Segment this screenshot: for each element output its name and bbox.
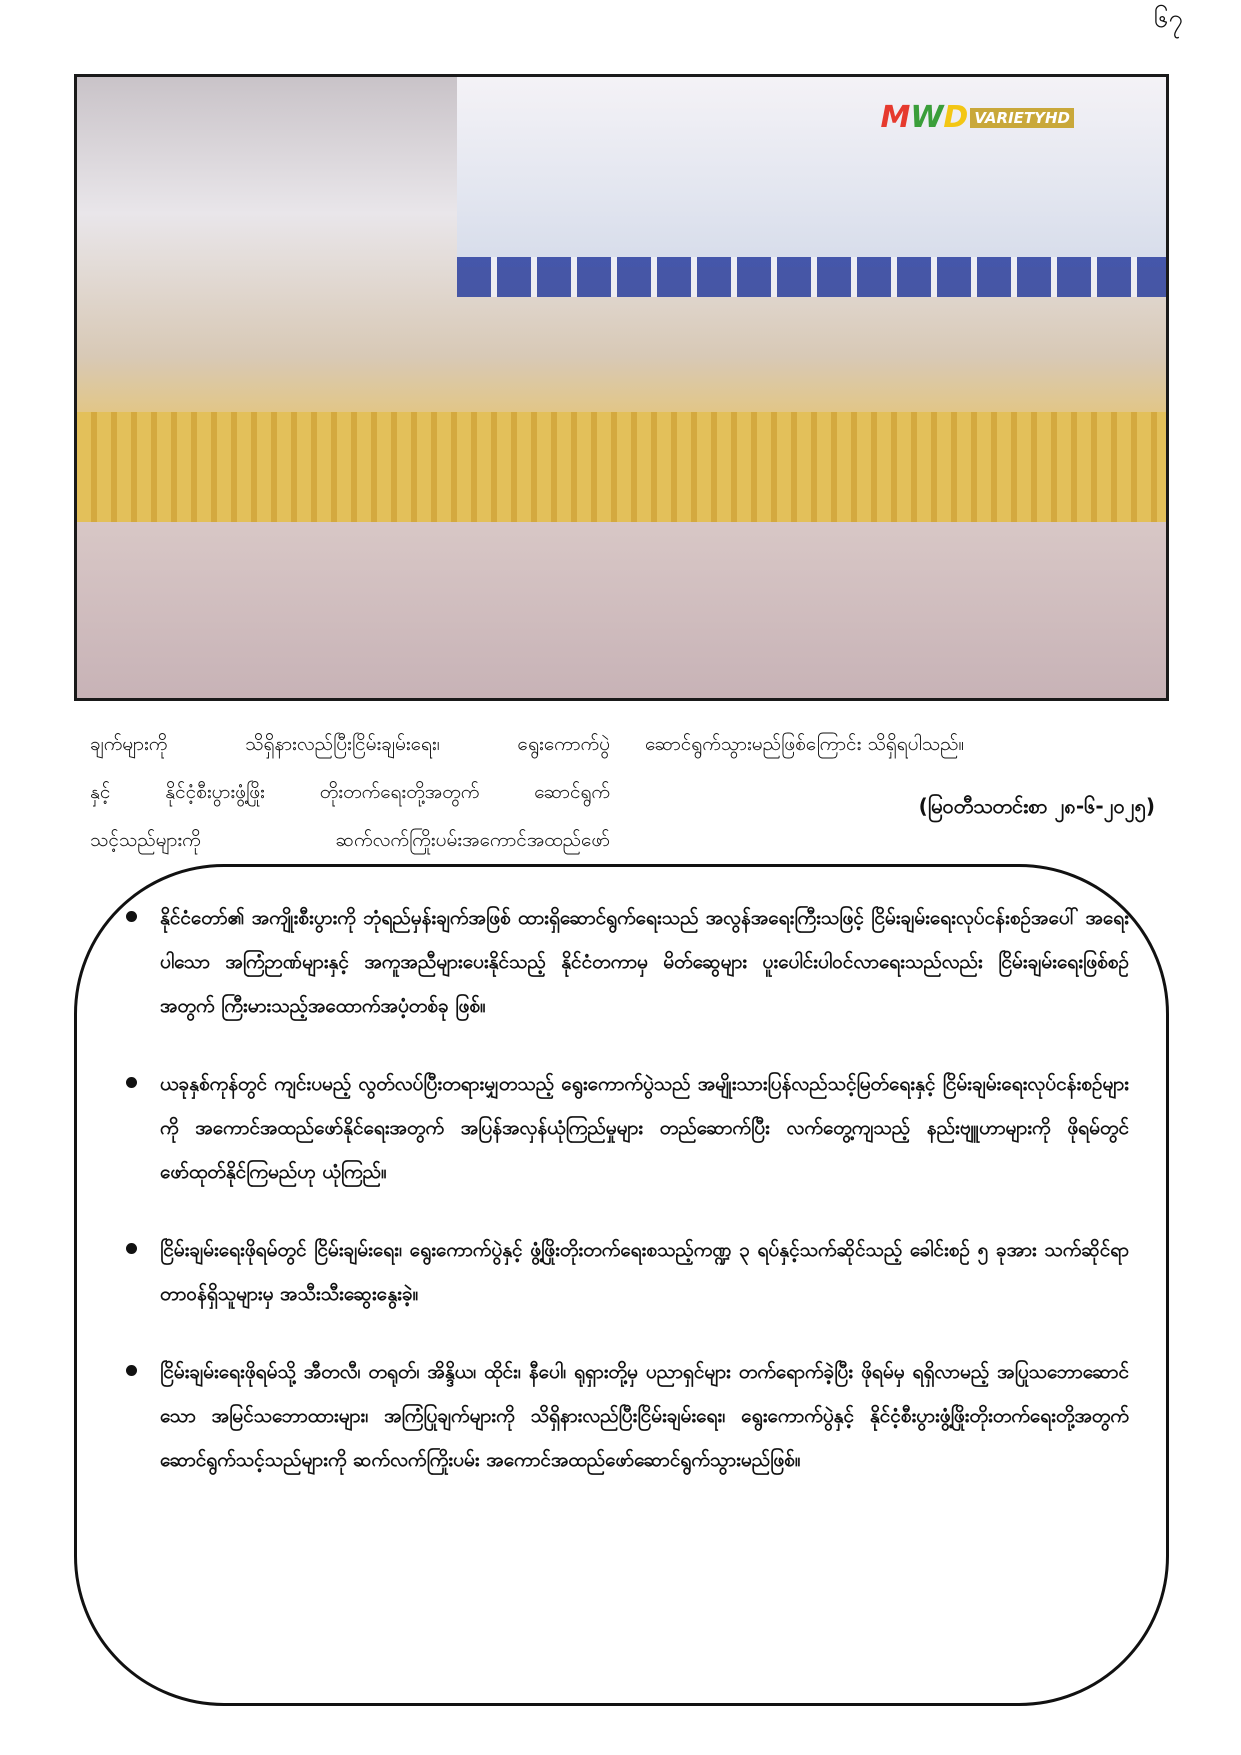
caption-line: ချက်များကို သိရှိနားလည်ပြီးငြိမ်းချမ်းရေး၊ ရွေးကောက်ပွဲ bbox=[90, 733, 610, 755]
summary-point-text: ငြိမ်းချမ်းရေးဖိုရမ်တွင် ငြိမ်းချမ်းရေး၊ ရွေးကောက်ပွဲနှင့် ဖွံ့ဖြိုးတိုးတက်ရေးစသည့်ကဏ္ဍ ၃ ရပ်နှင့်သက်ဆိုင်သည့် ခေါင်းစဉ် ၅ ခုအား သက်ဆိုင်ရာတာဝန်ရှိသူများမှ အသီးသီးဆွေးနွေးခဲ့။ bbox=[160, 1239, 1129, 1305]
watermark-letter-d: D bbox=[943, 100, 969, 135]
watermark-letter-w: W bbox=[910, 100, 944, 135]
event-photo bbox=[74, 74, 1169, 701]
caption-line: သင့်သည်များကို ဆက်လက်ကြိုးပမ်းအကောင်အထည်ဖော် bbox=[90, 829, 610, 851]
photo-stage-valance bbox=[457, 257, 1169, 297]
summary-list bbox=[92, 896, 1129, 1482]
summary-point bbox=[92, 1228, 1129, 1316]
photo-head-tables bbox=[77, 412, 1169, 522]
bullet-icon bbox=[126, 1243, 137, 1254]
caption-line: နှင့် နိုင်ငံ့စီးပွားဖွံ့ဖြိုး တိုးတက်ရေးတို့အတွက် ဆောင်ရွက် bbox=[90, 781, 610, 803]
watermark-suffix: VARIETYHD bbox=[970, 108, 1074, 128]
caption-line: ဆောင်ရွက်သွားမည်ဖြစ်ကြောင်း သိရှိရပါသည်။ bbox=[645, 733, 965, 755]
watermark-letter-m: M bbox=[880, 100, 911, 135]
page-number: ၆၇ bbox=[1153, 4, 1183, 34]
bullet-icon bbox=[126, 1077, 137, 1088]
source-citation: (မြဝတီသတင်းစာ ၂၈-၆-၂၀၂၅) bbox=[918, 794, 1155, 818]
summary-point-text: ယခုနှစ်ကုန်တွင် ကျင်းပမည့် လွတ်လပ်ပြီးတရားမျှတသည့် ရွေးကောက်ပွဲသည် အမျိုးသားပြန်လည်သင့်မြတ်ရေးနှင့် ငြိမ်းချမ်းရေးလုပ်ငန်းစဉ်များကို အကောင်အထည်ဖော်နိုင်ရေးအတွက် အပြန်အလှန်ယုံကြည်မှုများ တည်ဆောက်ပြီး လက်တွေ့ကျသည့် နည်းဗျူဟာများကို ဖိုရမ်တွင် ဖော်ထုတ်နိုင်ကြမည်ဟု ယုံကြည်။ bbox=[160, 1073, 1129, 1183]
caption-right-column bbox=[645, 720, 1165, 768]
bullet-icon bbox=[126, 1365, 137, 1376]
photo-floor bbox=[77, 522, 1169, 701]
summary-point bbox=[92, 896, 1129, 1028]
caption-left-column bbox=[90, 720, 610, 864]
bullet-icon bbox=[126, 911, 137, 922]
summary-point-text: ငြိမ်းချမ်းရေးဖိုရမ်သို့ အီတလီ၊ တရုတ်၊ အိန္ဒိယ၊ ထိုင်း၊ နီပေါ၊ ရုရှားတို့မှ ပညာရှင်များ တက်ရောက်ခဲ့ပြီး ဖိုရမ်မှ ရရှိလာမည့် အပြုသဘောဆောင်သော အမြင်သဘောထားများ၊ အကြံပြုချက်များကို သိရှိနားလည်ပြီးငြိမ်းချမ်းရေး၊ ရွေးကောက်ပွဲနှင့် နိုင်ငံ့စီးပွားဖွံ့ဖြိုးတိုးတက်ရေးတို့အတွက် ဆောင်ရွက်သင့်သည်များကို ဆက်လက်ကြိုးပမ်း အကောင်အထည်ဖော်ဆောင်ရွက်သွားမည်ဖြစ်။ bbox=[160, 1361, 1129, 1471]
summary-point bbox=[92, 1062, 1129, 1194]
channel-watermark-logo bbox=[880, 100, 1074, 135]
summary-point bbox=[92, 1350, 1129, 1482]
summary-point-text: နိုင်ငံတော်၏ အကျိုးစီးပွားကို ဘုံရည်မှန်းချက်အဖြစ် ထားရှိဆောင်ရွက်ရေးသည် အလွန်အရေးကြီးသဖြင့် ငြိမ်းချမ်းရေးလုပ်ငန်းစဉ်အပေါ် အရေးပါသော အကြံဉာဏ်များနှင့် အကူအညီများပေးနိုင်သည့် နိုင်ငံတကာမှ မိတ်ဆွေများ ပူးပေါင်းပါဝင်လာရေးသည်လည်း ငြိမ်းချမ်းရေးဖြစ်စဉ်အတွက် ကြီးမားသည့်အထောက်အပံ့တစ်ခု ဖြစ်။ bbox=[160, 907, 1129, 1017]
